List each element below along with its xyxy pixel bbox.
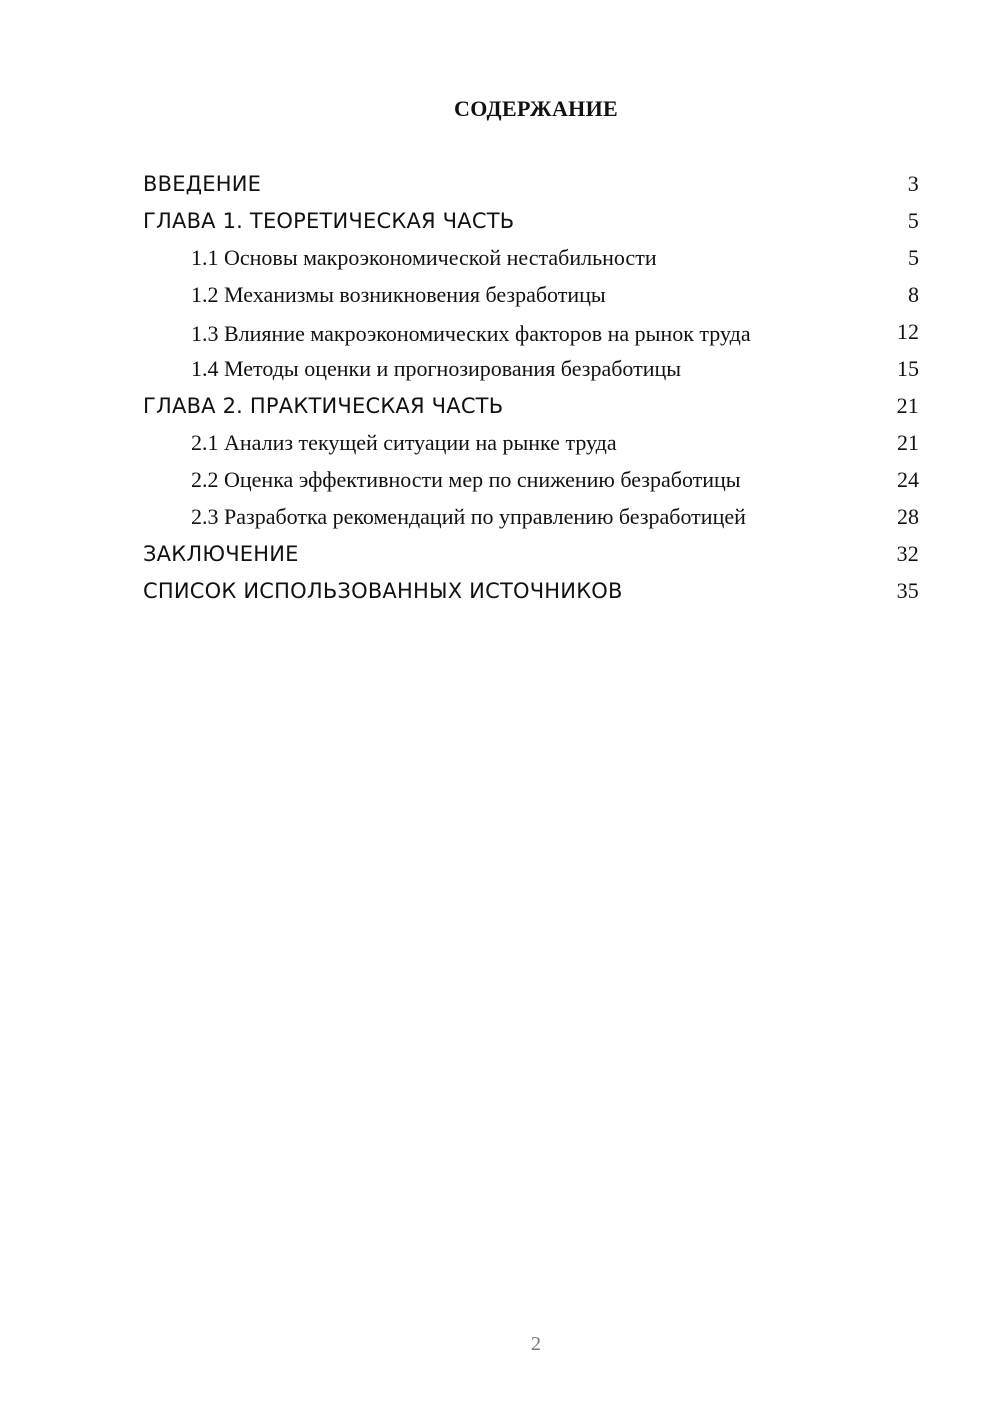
toc-entry-page: 24 (897, 467, 919, 492)
toc-entry-label: ВВЕДЕНИЕ (143, 172, 262, 196)
toc-entry-introduction[interactable] (143, 168, 919, 200)
toc-entry-label: 1.3 Влияние макроэкономических факторов на рынок труда (191, 321, 751, 346)
toc-entry-section-1-2[interactable] (143, 279, 919, 311)
toc-entry-section-1-4[interactable] (143, 353, 919, 385)
toc-entry-page: 5 (908, 245, 919, 270)
toc-entry-page: 5 (907, 208, 919, 233)
toc-entry-section-2-2[interactable] (143, 464, 919, 496)
toc-entry-page: 12 (897, 319, 919, 344)
toc-entry-references[interactable] (143, 575, 919, 607)
toc-entry-page: 28 (897, 504, 919, 529)
table-of-contents (143, 168, 919, 612)
toc-entry-page: 3 (907, 171, 919, 196)
toc-entry-label: 1.2 Механизмы возникновения безработицы (191, 282, 606, 307)
toc-entry-label: 2.1 Анализ текущей ситуации на рынке труда (191, 430, 617, 455)
toc-entry-label: СПИСОК ИСПОЛЬЗОВАННЫХ ИСТОЧНИКОВ (143, 579, 623, 603)
toc-entry-section-2-1[interactable] (143, 427, 919, 459)
toc-entry-page: 15 (897, 356, 919, 381)
toc-entry-page: 21 (896, 393, 919, 418)
toc-entry-label: 1.4 Методы оценки и прогнозирования безработицы (191, 356, 682, 381)
toc-entry-section-1-3[interactable] (143, 316, 919, 348)
toc-entry-page: 35 (896, 578, 919, 603)
toc-entry-page: 8 (908, 282, 919, 307)
toc-entry-chapter-1[interactable] (143, 205, 919, 237)
toc-entry-page: 21 (897, 430, 919, 455)
toc-entry-section-1-1[interactable] (143, 242, 919, 274)
toc-entry-page: 32 (896, 541, 919, 566)
toc-entry-label: 2.3 Разработка рекомендаций по управлению безработицей (191, 504, 746, 529)
toc-entry-label: ЗАКЛЮЧЕНИЕ (143, 542, 299, 566)
toc-entry-section-2-3[interactable] (143, 501, 919, 533)
toc-entry-label: ГЛАВА 2. ПРАКТИЧЕСКАЯ ЧАСТЬ (143, 394, 504, 418)
toc-entry-label: 2.2 Оценка эффективности мер по снижению безработицы (191, 467, 741, 492)
page-title: СОДЕРЖАНИЕ (454, 96, 618, 121)
toc-entry-label: 1.1 Основы макроэкономической нестабильности (191, 245, 657, 270)
toc-entry-chapter-2[interactable] (143, 390, 919, 422)
toc-entry-conclusion[interactable] (143, 538, 919, 570)
page-number: 2 (531, 1333, 541, 1355)
toc-entry-label: ГЛАВА 1. ТЕОРЕТИЧЕСКАЯ ЧАСТЬ (143, 209, 515, 233)
